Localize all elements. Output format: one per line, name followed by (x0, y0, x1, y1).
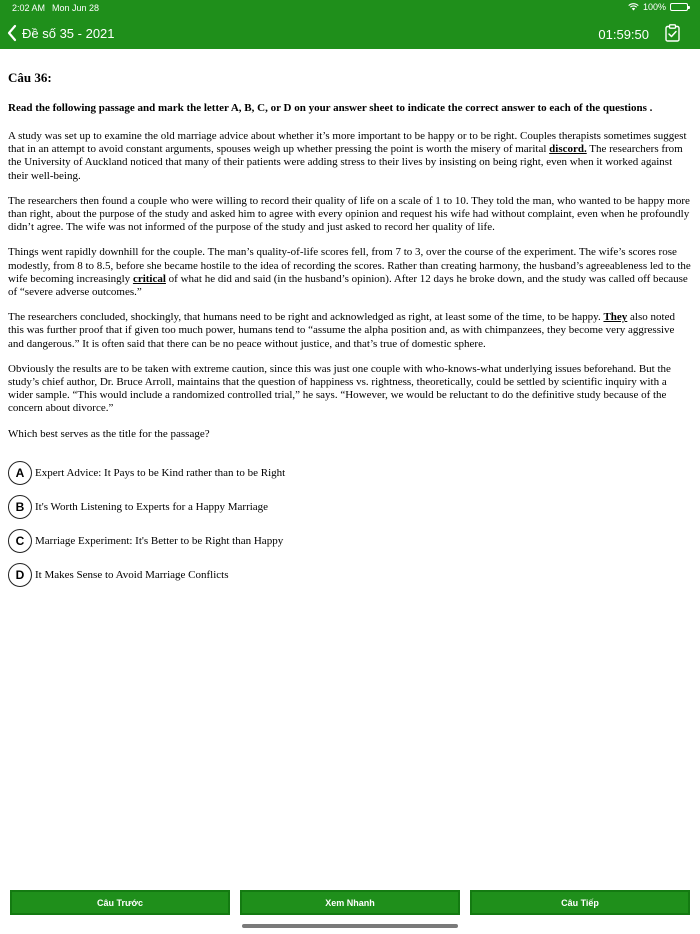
wifi-icon (628, 3, 639, 11)
next-question-button[interactable]: Câu Tiếp (470, 890, 690, 915)
passage-paragraph-4: The researchers concluded, shockingly, that humans need to be right and acknowledged as right, at least some of the time, to be happy. They also noted this was further proof that if given too much power, humans tend to “assume the alpha position and, as with chimpanzees, they become very aggressive and dangerous.” It is often said that there can be no peace without justice, and that’s true of domestic sphere. (8, 311, 675, 350)
page-title: Đề số 35 - 2021 (22, 25, 115, 41)
option-text-b: It's Worth Listening to Experts for a Happy Marriage (35, 500, 269, 513)
passage-paragraph-3: Things went rapidly downhill for the couple. The man’s quality-of-life scores fell, from 7 to 3, over the course of the experiment. The wife’s scores rose modestly, from 8 to 8.5, before she became hostile to the idea of recording the scores. Rather than creating harmony, the husband’s agreeableness led to the wife becoming increasingly critical of what he did and said (in the husband’s opinion). After 12 days he broke down, and the study was called off because of “severe adverse outcomes.” (8, 246, 691, 299)
battery-percent: 100% (642, 2, 666, 12)
option-text-d: It Makes Sense to Avoid Marriage Conflicts (35, 568, 229, 581)
clipboard-check-icon[interactable] (665, 24, 680, 47)
option-text-a: Expert Advice: It Pays to be Kind rather than to be Right (35, 466, 286, 479)
question-instruction: Read the following passage and mark the letter A, B, C, or D on your answer sheet to indicate the correct answer to each of the questions . (8, 102, 653, 114)
highlighted-word: discord. (549, 143, 587, 156)
prev-question-button[interactable]: Câu Trước (10, 890, 230, 915)
option-d[interactable] (8, 561, 285, 588)
status-right (628, 2, 688, 12)
option-b[interactable] (8, 493, 285, 520)
status-date: Mon Jun 28 (52, 3, 100, 13)
home-indicator (242, 924, 458, 928)
answer-options (8, 459, 285, 595)
question-content (8, 63, 692, 456)
option-c[interactable] (8, 527, 285, 554)
question-number: Câu 36: (8, 70, 52, 85)
option-letter-a: A (8, 461, 32, 485)
battery-icon (670, 3, 688, 11)
passage-paragraph-2: The researchers then found a couple who were willing to record their quality of life on a scale of 1 to 10. They told the man, who wanted to be happy more than right, about the purpose of the study and asked him to agree with every opinion and request his wife had without complaint, even when he profoundly didn’t agree. The wife was not informed of the purpose of the study and just asked to record her quality of life. (8, 194, 690, 234)
option-text-c: Marriage Experiment: It's Better to be Right than Happy (35, 534, 284, 547)
option-letter-d: D (8, 563, 32, 587)
bottom-toolbar (0, 890, 700, 916)
quick-view-button[interactable]: Xem Nhanh (240, 890, 460, 915)
nav-bar (0, 20, 700, 48)
back-button[interactable] (6, 24, 115, 42)
status-time: 2:02 AM (12, 3, 46, 13)
highlighted-word: They (603, 311, 628, 324)
highlighted-word: critical (132, 272, 166, 285)
passage-paragraph-5: Obviously the results are to be taken with extreme caution, since this was just one couple with who-knows-what underlying issues beforehand. But the study’s chief author, Dr. Bruce Arroll, maintains that the question of happiness vs. rightness, theoretically, could be settled by scientific inquiry with a wider sample. “This would include a randomized controlled trial,” he says. “However, we would be reluctant to do the definitive study because of the concern about divorce.” (8, 362, 671, 415)
countdown-timer: 01:59:50 (598, 27, 649, 42)
option-a[interactable] (8, 459, 285, 486)
chevron-left-icon (6, 24, 18, 42)
status-bar (0, 2, 700, 16)
passage-paragraph-1: A study was set up to examine the old marriage advice about whether it’s more important to be happy or to be right. Couples therapists sometimes suggest that in an attempt to avoid constant arguments, spouses weigh up whether pressing the point is worth the misery of marital discord. The researchers from the University of Auckland noticed that many of their patients were adding stress to their lives by insisting on being right, even when it worked against their well-being. (8, 130, 687, 182)
option-letter-b: B (8, 495, 32, 519)
question-prompt: Which best serves as the title for the passage? (8, 427, 210, 440)
header-bar (0, 0, 700, 49)
option-letter-c: C (8, 529, 32, 553)
